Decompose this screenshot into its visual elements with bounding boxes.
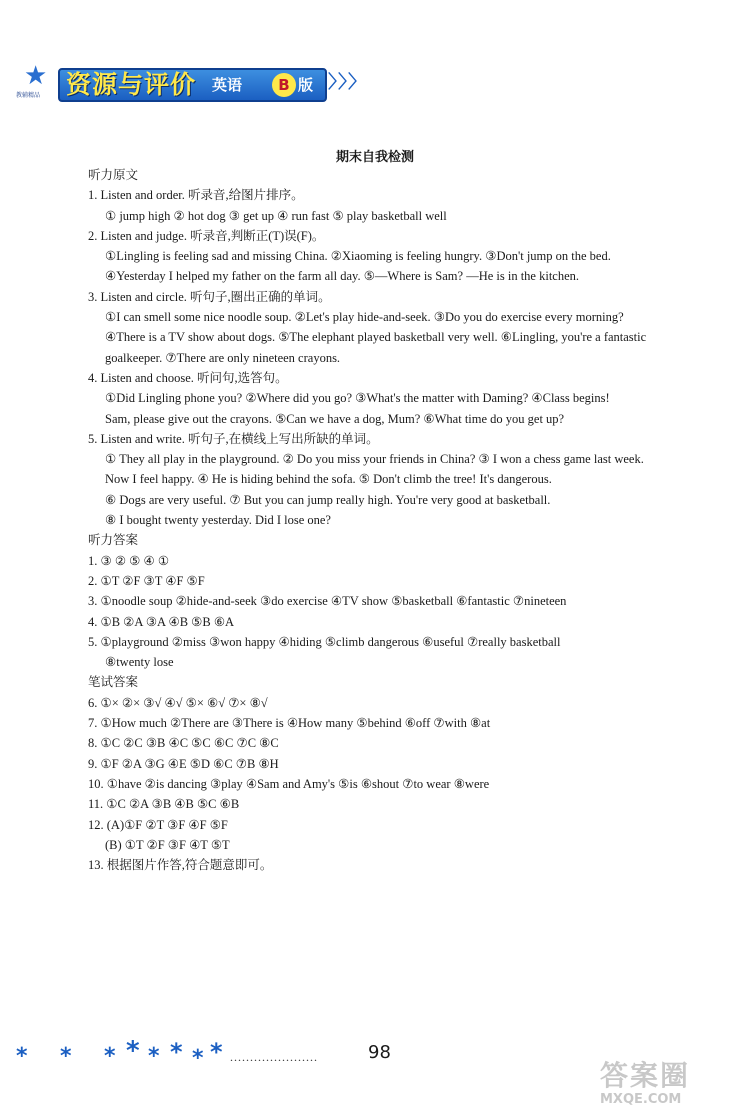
publisher-logo: [14, 62, 60, 100]
text-line: ①Lingling is feeling sad and missing China. ②Xiaoming is feeling hungry. ③Don't jump on the bed.: [105, 249, 611, 264]
text-line: 10. ①have ②is dancing ③play ④Sam and Amy's ⑤is ⑥shout ⑦to wear ⑧were: [88, 776, 490, 791]
star-decoration-icon: *: [16, 1044, 28, 1069]
star-decoration-icon: *: [126, 1036, 140, 1066]
watermark: [600, 1060, 740, 1110]
watermark-logo: 答案圈: [600, 1059, 691, 1092]
text-line: ① jump high ② hot dog ③ get up ④ run fast ⑤ play basketball well: [105, 208, 447, 223]
series-title: 资源与评价: [66, 70, 197, 99]
answer-content: [88, 165, 713, 875]
text-line: ④There is a TV show about dogs. ⑤The elephant played basketball very well. ⑥Lingling, you're a fantastic: [105, 330, 647, 345]
edition-badge: B: [272, 73, 296, 97]
watermark-url: MXQE.COM: [600, 1092, 682, 1107]
text-line: 5. ①playground ②miss ③won happy ④hiding ⑤climb dangerous ⑥useful ⑦really basketball: [88, 634, 561, 649]
text-line: 3. Listen and circle. 听句子,圈出正确的单词。: [88, 289, 331, 304]
text-line: 6. ①× ②× ③√ ④√ ⑤× ⑥√ ⑦× ⑧√: [88, 695, 268, 710]
section-heading: 听力答案: [88, 532, 139, 548]
text-line: 2. Listen and judge. 听录音,判断正(T)误(F)。: [88, 228, 325, 243]
text-line: 4. ①B ②A ③A ④B ⑤B ⑥A: [88, 614, 235, 629]
section-heading: 听力原文: [88, 167, 139, 182]
page-title: 期末自我检测: [335, 150, 414, 165]
text-line: 7. ①How much ②There are ③There is ④How many ⑤behind ⑥off ⑦with ⑧at: [88, 716, 491, 731]
text-line: ⑧twenty lose: [105, 655, 174, 670]
text-line: ⑧ I bought twenty yesterday. Did I lose one?: [105, 513, 331, 528]
dot-leader: ......................: [230, 1050, 318, 1064]
star-decoration-icon: *: [148, 1044, 160, 1069]
star-decoration-icon: *: [170, 1038, 183, 1066]
text-line: 1. ③ ② ⑤ ④ ①: [88, 553, 170, 568]
text-line: 2. ①T ②F ③T ④F ⑤F: [88, 573, 205, 588]
star-icon: ★: [24, 61, 48, 90]
star-decoration-icon: *: [210, 1038, 223, 1066]
chevron-right-icon: 〉〉〉: [328, 72, 367, 93]
star-decoration-icon: *: [192, 1046, 204, 1071]
text-line: Sam, please give out the crayons. ⑤Can we have a dog, Mum? ⑥What time do you get up?: [105, 411, 565, 426]
text-line: 8. ①C ②C ③B ④C ⑤C ⑥C ⑦C ⑧C: [88, 736, 279, 751]
edition-suffix: 版: [298, 76, 314, 94]
text-line: (B) ①T ②F ③F ④T ⑤T: [105, 837, 230, 852]
section-heading: 笔试答案: [88, 674, 139, 690]
page-number: 98: [368, 1042, 391, 1063]
text-line: ① They all play in the playground. ② Do you miss your friends in China? ③ I won a chess game last week.: [105, 452, 644, 467]
header-banner: [14, 61, 367, 102]
text-line: ⑥ Dogs are very useful. ⑦ But you can jump really high. You're very good at basketball.: [105, 492, 551, 507]
text-line: Now I feel happy. ④ He is hiding behind the sofa. ⑤ Don't climb the tree! It's dangerous.: [105, 472, 552, 487]
text-line: 4. Listen and choose. 听问句,选答句。: [88, 370, 288, 385]
text-line: ①I can smell some nice noodle soup. ②Let's play hide-and-seek. ③Do you do exercise every morning?: [105, 310, 624, 325]
text-line: 1. Listen and order. 听录音,给图片排序。: [88, 188, 304, 203]
page-footer: [14, 1036, 414, 1080]
subject-label: 英语: [212, 76, 243, 94]
logo-text: 教辅精品: [16, 92, 41, 99]
text-line: ④Yesterday I helped my father on the farm all day. ⑤—Where is Sam? —He is in the kitchen.: [105, 269, 580, 284]
series-title-bar: [58, 68, 327, 102]
text-line: 3. ①noodle soup ②hide-and-seek ③do exercise ④TV show ⑤basketball ⑥fantastic ⑦nineteen: [88, 594, 567, 609]
text-line: 13. 根据图片作答,符合题意即可。: [88, 858, 273, 873]
text-line: goalkeeper. ⑦There are only nineteen crayons.: [105, 350, 341, 365]
text-line: 12. (A)①F ②T ③F ④F ⑤F: [88, 817, 228, 832]
star-decoration-icon: *: [60, 1044, 72, 1069]
text-line: ①Did Lingling phone you? ②Where did you go? ③What's the matter with Daming? ④Class begins!: [105, 391, 610, 406]
star-decoration-icon: *: [104, 1044, 116, 1069]
text-line: 5. Listen and write. 听句子,在横线上写出所缺的单词。: [88, 431, 379, 446]
text-line: 9. ①F ②A ③G ④E ⑤D ⑥C ⑦B ⑧H: [88, 756, 279, 771]
text-line: 11. ①C ②A ③B ④B ⑤C ⑥B: [88, 797, 240, 812]
